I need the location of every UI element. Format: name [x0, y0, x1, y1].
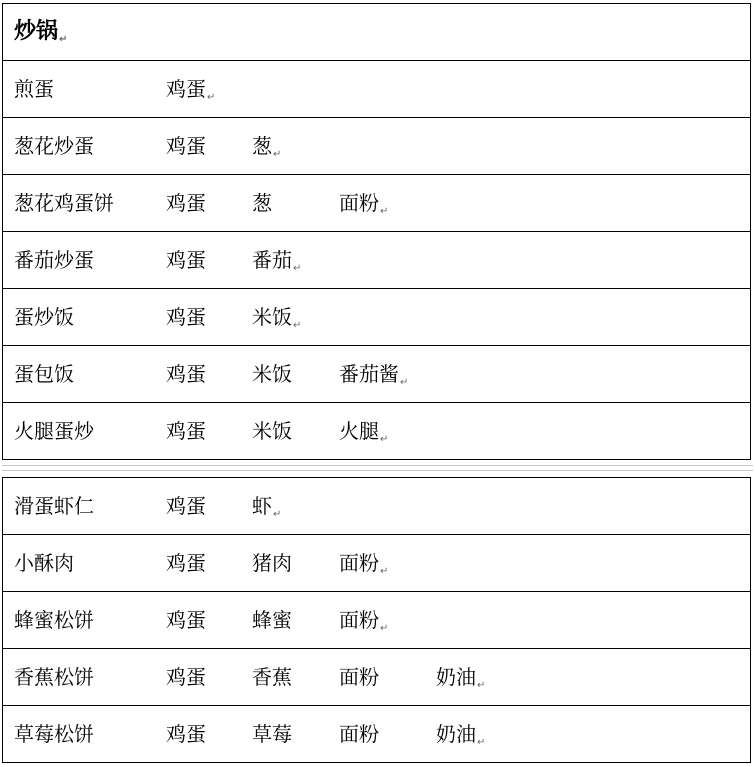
ingredient-cell — [166, 706, 206, 762]
paragraph-mark-icon: ↵ — [477, 680, 486, 691]
ingredient-name: 鸡蛋 — [166, 722, 206, 746]
ingredient-name: 草莓 — [252, 722, 292, 746]
dish-name-cell — [14, 592, 94, 648]
table-row — [3, 118, 750, 175]
ingredient-name: 鸡蛋 — [166, 665, 206, 689]
dish-name: 草莓松饼 — [14, 722, 94, 746]
ingredient-cell — [252, 592, 292, 648]
ingredient-cell — [252, 118, 281, 174]
ingredient-name: 鸡蛋 — [166, 362, 206, 386]
ingredient-cell — [339, 535, 388, 591]
table-row — [3, 649, 750, 706]
ingredient-name: 鸡蛋 — [166, 419, 206, 443]
dish-name-cell — [14, 346, 74, 402]
dish-name-cell — [14, 706, 94, 762]
ingredient-name: 鸡蛋 — [166, 608, 206, 632]
ingredient-cell — [166, 535, 206, 591]
dish-name: 滑蛋虾仁 — [14, 494, 94, 518]
ingredient-name: 奶油 — [436, 665, 476, 689]
paragraph-mark-icon: ↵ — [207, 92, 216, 103]
recipe-table-part1 — [2, 3, 751, 460]
recipe-table-part2 — [2, 477, 751, 763]
dish-name: 蜂蜜松饼 — [14, 608, 94, 632]
page-break-line — [2, 470, 753, 471]
dish-name: 香蕉松饼 — [14, 665, 94, 689]
ingredient-name: 鸡蛋 — [166, 77, 206, 101]
dish-name-cell — [14, 649, 94, 705]
table-row — [3, 232, 750, 289]
dish-name: 煎蛋 — [14, 77, 54, 101]
ingredient-cell — [252, 175, 272, 231]
paragraph-mark-icon: ↵ — [400, 377, 409, 388]
paragraph-mark-icon: ↵ — [273, 149, 282, 160]
ingredient-cell — [166, 175, 206, 231]
dish-name-cell — [14, 175, 114, 231]
table-title-cell — [14, 4, 67, 60]
ingredient-name: 香蕉 — [252, 665, 292, 689]
ingredient-name: 鸡蛋 — [166, 551, 206, 575]
table-row — [3, 478, 750, 535]
ingredient-cell — [339, 706, 379, 762]
dish-name-cell — [14, 61, 54, 117]
ingredient-cell — [166, 478, 206, 534]
table-row — [3, 706, 750, 763]
ingredient-cell — [339, 649, 379, 705]
ingredient-name: 鸡蛋 — [166, 134, 206, 158]
table-row — [3, 535, 750, 592]
ingredient-name: 面粉 — [339, 551, 379, 575]
ingredient-name: 番茄 — [252, 248, 292, 272]
dish-name: 番茄炒蛋 — [14, 248, 94, 272]
ingredient-cell — [252, 232, 301, 288]
ingredient-name: 葱 — [252, 191, 272, 215]
dish-name: 蛋包饭 — [14, 362, 74, 386]
table-title: 炒锅 — [14, 19, 59, 44]
dish-name-cell — [14, 232, 94, 288]
ingredient-cell — [166, 649, 206, 705]
ingredient-cell — [252, 478, 281, 534]
ingredient-name: 鸡蛋 — [166, 248, 206, 272]
dish-name-cell — [14, 535, 74, 591]
ingredient-name: 鸡蛋 — [166, 494, 206, 518]
dish-name: 小酥肉 — [14, 551, 74, 575]
ingredient-name: 猪肉 — [252, 551, 292, 575]
dish-name-cell — [14, 478, 94, 534]
page-break-line — [2, 465, 753, 466]
table-row — [3, 403, 750, 460]
ingredient-name: 面粉 — [339, 191, 379, 215]
dish-name: 火腿蛋炒 — [14, 419, 94, 443]
ingredient-cell — [252, 403, 292, 459]
ingredient-cell — [166, 346, 206, 402]
table-row — [3, 289, 750, 346]
ingredient-name: 面粉 — [339, 722, 379, 746]
ingredient-name: 火腿 — [339, 419, 379, 443]
ingredient-cell — [166, 232, 206, 288]
ingredient-cell — [252, 706, 292, 762]
ingredient-name: 番茄酱 — [339, 362, 399, 386]
rows-container-part1 — [3, 61, 750, 460]
dish-name: 蛋炒饭 — [14, 305, 74, 329]
ingredient-name: 虾 — [252, 494, 272, 518]
ingredient-cell — [436, 706, 485, 762]
ingredient-cell — [252, 649, 292, 705]
ingredient-cell — [339, 403, 388, 459]
dish-name: 葱花炒蛋 — [14, 134, 94, 158]
ingredient-cell — [166, 592, 206, 648]
paragraph-mark-icon: ↵ — [477, 737, 486, 748]
table-row — [3, 592, 750, 649]
dish-name-cell — [14, 289, 74, 345]
dish-name: 葱花鸡蛋饼 — [14, 191, 114, 215]
dish-name-cell — [14, 403, 94, 459]
ingredient-cell — [166, 289, 206, 345]
ingredient-name: 面粉 — [339, 665, 379, 689]
ingredient-name: 鸡蛋 — [166, 305, 206, 329]
ingredient-cell — [339, 592, 388, 648]
ingredient-cell — [166, 118, 206, 174]
dish-name-cell — [14, 118, 94, 174]
ingredient-cell — [339, 175, 388, 231]
ingredient-name: 面粉 — [339, 608, 379, 632]
table-row — [3, 61, 750, 118]
paragraph-mark-icon: ↵ — [273, 509, 282, 520]
rows-container-part2 — [3, 478, 750, 763]
ingredient-cell — [436, 649, 485, 705]
ingredient-name: 蜂蜜 — [252, 608, 292, 632]
ingredient-name: 米饭 — [252, 362, 292, 386]
paragraph-mark-icon: ↵ — [293, 263, 302, 274]
ingredient-cell — [252, 346, 292, 402]
ingredient-name: 米饭 — [252, 305, 292, 329]
paragraph-mark-icon: ↵ — [59, 34, 68, 45]
ingredient-name: 米饭 — [252, 419, 292, 443]
ingredient-cell — [252, 535, 292, 591]
ingredient-cell — [252, 289, 301, 345]
table-row — [3, 346, 750, 403]
ingredient-name: 奶油 — [436, 722, 476, 746]
table-row — [3, 175, 750, 232]
ingredient-cell — [339, 346, 408, 402]
paragraph-mark-icon: ↵ — [380, 566, 389, 577]
ingredient-name: 葱 — [252, 134, 272, 158]
table-title-row — [3, 4, 750, 61]
paragraph-mark-icon: ↵ — [380, 206, 389, 217]
ingredient-name: 鸡蛋 — [166, 191, 206, 215]
paragraph-mark-icon: ↵ — [380, 434, 389, 445]
ingredient-cell — [166, 403, 206, 459]
paragraph-mark-icon: ↵ — [293, 320, 302, 331]
paragraph-mark-icon: ↵ — [380, 623, 389, 634]
ingredient-cell — [166, 61, 215, 117]
